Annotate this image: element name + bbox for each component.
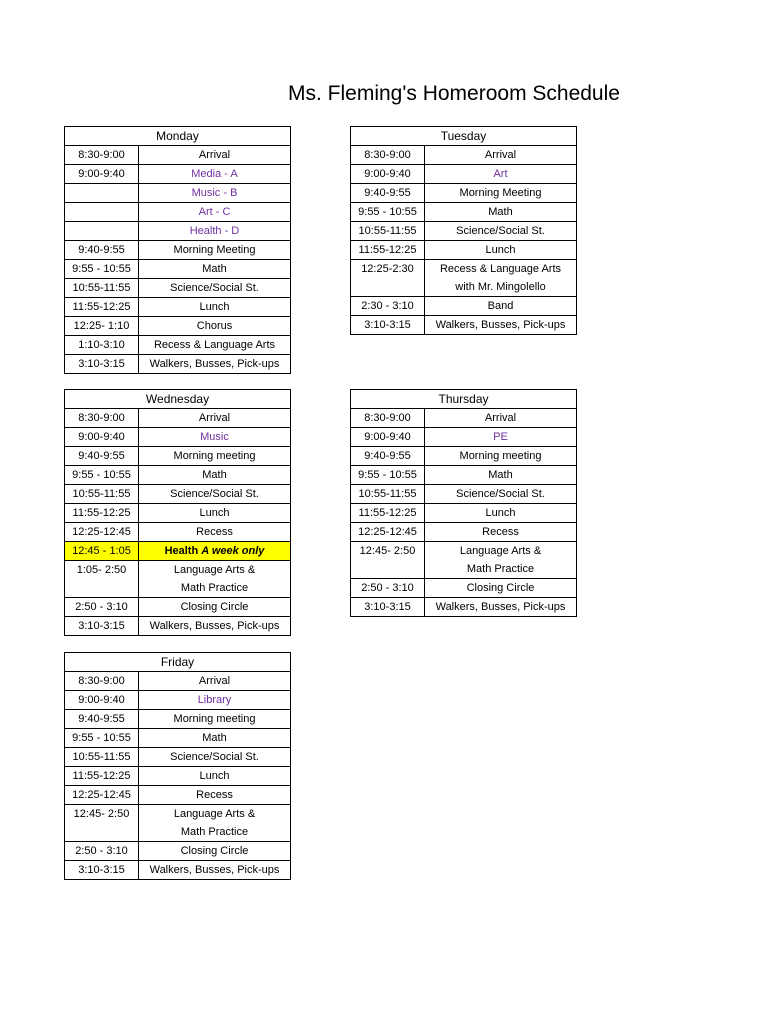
activity-label: Math (488, 206, 513, 218)
time-cell: 9:00-9:40 (65, 165, 139, 184)
activity-label: Science/Social St. (170, 751, 259, 763)
schedule-row (351, 542, 577, 561)
activity-label: Walkers, Busses, Pick-ups (149, 620, 280, 632)
activity-label: Arrival (484, 412, 517, 424)
activity-cell (425, 184, 577, 203)
schedule-row (65, 146, 291, 165)
activity-label: Math Practice (180, 826, 249, 838)
time-cell: 10:55-11:55 (65, 485, 139, 504)
schedule-row (65, 409, 291, 428)
activity-cell (425, 146, 577, 165)
time-cell: 11:55-12:25 (351, 241, 425, 260)
time-cell: 12:25-12:45 (351, 523, 425, 542)
activity-cell (139, 598, 291, 617)
schedule-row (65, 861, 291, 880)
activity-cell (139, 617, 291, 636)
schedule-row (65, 767, 291, 786)
activity-cell (425, 542, 577, 561)
time-cell: 9:00-9:40 (351, 165, 425, 184)
activity-cell (139, 241, 291, 260)
time-cell (351, 278, 425, 297)
schedule-row (65, 523, 291, 542)
time-cell: 10:55-11:55 (351, 485, 425, 504)
activity-cell (425, 504, 577, 523)
activity-label: Walkers, Busses, Pick-ups (149, 358, 280, 370)
activity-label: Science/Social St. (456, 225, 545, 237)
time-cell: 9:40-9:55 (65, 710, 139, 729)
time-cell: 9:55 - 10:55 (351, 203, 425, 222)
time-cell: 11:55-12:25 (65, 504, 139, 523)
activity-cell (425, 260, 577, 279)
schedule-row (65, 222, 291, 241)
activity-cell (139, 203, 291, 222)
friday-schedule-table (64, 652, 291, 880)
activity-cell (139, 146, 291, 165)
schedule-row (65, 786, 291, 805)
time-cell: 8:30-9:00 (65, 672, 139, 691)
activity-cell (139, 409, 291, 428)
schedule-row (65, 729, 291, 748)
activity-cell (425, 579, 577, 598)
activity-cell (139, 355, 291, 374)
schedule-row (65, 485, 291, 504)
day-header: Wednesday (65, 390, 291, 409)
activity-label: Arrival (198, 149, 231, 161)
schedule-row (65, 355, 291, 374)
activity-cell (139, 767, 291, 786)
time-cell: 2:50 - 3:10 (65, 842, 139, 861)
activity-label: Math (488, 469, 513, 481)
activity-cell (139, 523, 291, 542)
activity-label: Band (487, 300, 514, 312)
activity-label: Closing Circle (466, 582, 535, 594)
activity-cell (139, 579, 291, 598)
activity-cell (139, 447, 291, 466)
time-cell: 9:00-9:40 (65, 428, 139, 447)
schedule-row (65, 279, 291, 298)
time-cell: 2:30 - 3:10 (351, 297, 425, 316)
schedule-row (65, 598, 291, 617)
time-cell (65, 203, 139, 222)
activity-label: Science/Social St. (170, 282, 259, 294)
activity-label: Art - C (198, 206, 231, 218)
activity-cell (425, 297, 577, 316)
schedule-row (65, 447, 291, 466)
activity-label: Recess & Language Arts (153, 339, 276, 351)
schedule-row (65, 617, 291, 636)
schedule-row (65, 298, 291, 317)
activity-label: Recess & Language Arts (439, 263, 562, 275)
time-cell: 10:55-11:55 (65, 748, 139, 767)
activity-cell (139, 748, 291, 767)
activity-cell (425, 598, 577, 617)
activity-label: Recess (196, 526, 233, 538)
activity-label: Arrival (198, 412, 231, 424)
time-cell: 8:30-9:00 (351, 409, 425, 428)
activity-label: Morning meeting (173, 713, 256, 725)
schedule-row (65, 504, 291, 523)
time-cell: 9:40-9:55 (65, 447, 139, 466)
activity-label: Walkers, Busses, Pick-ups (435, 319, 566, 331)
activity-label: Health (164, 545, 199, 557)
time-cell (65, 823, 139, 842)
activity-cell (425, 316, 577, 335)
activity-label: Math Practice (180, 582, 249, 594)
activity-cell (425, 466, 577, 485)
activity-label: Music - B (191, 187, 238, 199)
activity-label: Math Practice (466, 563, 535, 575)
activity-label: Morning meeting (173, 450, 256, 462)
day-header: Friday (65, 653, 291, 672)
time-cell: 2:50 - 3:10 (351, 579, 425, 598)
time-cell: 11:55-12:25 (65, 767, 139, 786)
monday-schedule-table (64, 126, 291, 374)
schedule-row (351, 560, 577, 579)
time-cell: 3:10-3:15 (351, 598, 425, 617)
day-header: Thursday (351, 390, 577, 409)
time-cell: 1:05- 2:50 (65, 561, 139, 580)
activity-cell (425, 278, 577, 297)
activity-cell (139, 786, 291, 805)
activity-cell (425, 523, 577, 542)
schedule-row (65, 466, 291, 485)
schedule-row (351, 278, 577, 297)
activity-cell (425, 560, 577, 579)
activity-cell (139, 165, 291, 184)
activity-label: Morning Meeting (173, 244, 256, 256)
activity-label: Language Arts & (459, 545, 542, 557)
schedule-row (351, 203, 577, 222)
schedule-row (65, 542, 291, 561)
activity-label: Language Arts & (173, 564, 256, 576)
activity-cell (139, 861, 291, 880)
schedule-row (351, 260, 577, 279)
activity-cell (139, 842, 291, 861)
activity-cell (139, 672, 291, 691)
activity-label: Lunch (199, 770, 230, 782)
schedule-row (65, 672, 291, 691)
time-cell: 8:30-9:00 (65, 146, 139, 165)
schedule-row (351, 241, 577, 260)
schedule-row (351, 428, 577, 447)
schedule-row (351, 146, 577, 165)
time-cell: 9:00-9:40 (351, 428, 425, 447)
time-cell: 9:40-9:55 (65, 241, 139, 260)
activity-label: Lunch (199, 507, 230, 519)
activity-cell (425, 241, 577, 260)
wednesday-schedule-table (64, 389, 291, 636)
time-cell: 9:00-9:40 (65, 691, 139, 710)
schedule-row (351, 165, 577, 184)
activity-label: Recess (482, 526, 519, 538)
time-cell: 12:45- 2:50 (65, 805, 139, 824)
schedule-row (351, 504, 577, 523)
schedule-row (351, 447, 577, 466)
activity-cell (139, 184, 291, 203)
activity-label: Science/Social St. (170, 488, 259, 500)
time-cell (65, 222, 139, 241)
time-cell: 12:25- 1:10 (65, 317, 139, 336)
activity-cell (139, 466, 291, 485)
schedule-row (65, 184, 291, 203)
time-cell: 9:55 - 10:55 (351, 466, 425, 485)
activity-cell (139, 823, 291, 842)
activity-label: with Mr. Mingolello (455, 281, 546, 293)
time-cell: 9:55 - 10:55 (65, 729, 139, 748)
time-cell: 3:10-3:15 (351, 316, 425, 335)
activity-label: Recess (196, 789, 233, 801)
schedule-row (65, 823, 291, 842)
time-cell: 3:10-3:15 (65, 355, 139, 374)
time-cell: 2:50 - 3:10 (65, 598, 139, 617)
schedule-row (65, 561, 291, 580)
time-cell: 9:40-9:55 (351, 184, 425, 203)
schedule-row (65, 710, 291, 729)
activity-label: Library (197, 694, 232, 706)
schedule-row (65, 428, 291, 447)
activity-note: A week only (201, 545, 265, 557)
activity-label: Media - A (191, 168, 238, 180)
activity-cell (425, 203, 577, 222)
activity-cell (425, 428, 577, 447)
activity-cell (139, 504, 291, 523)
time-cell: 10:55-11:55 (65, 279, 139, 298)
schedule-row (65, 165, 291, 184)
activity-cell (139, 729, 291, 748)
activity-label: Morning Meeting (459, 187, 542, 199)
activity-cell (139, 298, 291, 317)
schedule-row (65, 748, 291, 767)
activity-label: Science/Social St. (456, 488, 545, 500)
schedule-row (351, 598, 577, 617)
tuesday-schedule-table (350, 126, 577, 335)
time-cell: 12:25-12:45 (65, 523, 139, 542)
time-cell: 8:30-9:00 (351, 146, 425, 165)
schedule-row (65, 241, 291, 260)
schedule-row (65, 805, 291, 824)
time-cell (65, 579, 139, 598)
activity-label: Chorus (196, 320, 233, 332)
activity-label: Math (202, 469, 227, 481)
time-cell: 11:55-12:25 (65, 298, 139, 317)
activity-cell (425, 409, 577, 428)
activity-label: Language Arts & (173, 808, 256, 820)
time-cell: 3:10-3:15 (65, 617, 139, 636)
schedule-row (351, 222, 577, 241)
activity-label: Music (200, 431, 229, 443)
activity-cell (139, 317, 291, 336)
schedule-row (351, 485, 577, 504)
time-cell: 11:55-12:25 (351, 504, 425, 523)
activity-label: PE (493, 431, 508, 443)
schedule-row (65, 317, 291, 336)
day-header: Tuesday (351, 127, 577, 146)
schedule-row (351, 409, 577, 428)
schedule-row (65, 842, 291, 861)
activity-label: Lunch (199, 301, 230, 313)
time-cell: 9:55 - 10:55 (65, 466, 139, 485)
schedule-row (351, 184, 577, 203)
activity-cell (139, 222, 291, 241)
time-cell: 12:25-2:30 (351, 260, 425, 279)
activity-label: Walkers, Busses, Pick-ups (149, 864, 280, 876)
schedule-row (351, 316, 577, 335)
activity-cell (139, 710, 291, 729)
activity-label: Math (202, 263, 227, 275)
activity-label: Closing Circle (180, 845, 249, 857)
schedule-row (351, 579, 577, 598)
schedule-row (65, 203, 291, 222)
time-cell: 10:55-11:55 (351, 222, 425, 241)
time-cell (351, 560, 425, 579)
time-cell (65, 184, 139, 203)
activity-label: Arrival (484, 149, 517, 161)
activity-cell (139, 279, 291, 298)
activity-cell (139, 805, 291, 824)
time-cell: 3:10-3:15 (65, 861, 139, 880)
schedule-row (65, 691, 291, 710)
activity-cell (425, 485, 577, 504)
activity-cell (139, 561, 291, 580)
time-cell: 12:45 - 1:05 (65, 542, 139, 561)
day-header: Monday (65, 127, 291, 146)
time-cell: 12:25-12:45 (65, 786, 139, 805)
time-cell: 9:40-9:55 (351, 447, 425, 466)
time-cell: 12:45- 2:50 (351, 542, 425, 561)
activity-cell (139, 542, 291, 561)
activity-label: Math (202, 732, 227, 744)
schedule-row (65, 260, 291, 279)
time-cell: 1:10-3:10 (65, 336, 139, 355)
time-cell: 8:30-9:00 (65, 409, 139, 428)
thursday-schedule-table (350, 389, 577, 617)
time-cell: 9:55 - 10:55 (65, 260, 139, 279)
activity-label: Health - D (189, 225, 240, 237)
schedule-row (351, 466, 577, 485)
activity-cell (139, 691, 291, 710)
activity-cell (139, 428, 291, 447)
activity-cell (425, 222, 577, 241)
activity-cell (425, 165, 577, 184)
activity-label: Lunch (485, 507, 516, 519)
activity-label: Morning meeting (459, 450, 542, 462)
activity-label: Art (493, 168, 508, 180)
page-title: Ms. Fleming's Homeroom Schedule (288, 82, 620, 105)
activity-label: Closing Circle (180, 601, 249, 613)
activity-cell (139, 485, 291, 504)
schedule-row (351, 523, 577, 542)
schedule-row (65, 579, 291, 598)
schedule-row (351, 297, 577, 316)
activity-label: Walkers, Busses, Pick-ups (435, 601, 566, 613)
activity-cell (139, 336, 291, 355)
schedule-row (65, 336, 291, 355)
activity-label: Lunch (485, 244, 516, 256)
activity-cell (139, 260, 291, 279)
activity-cell (425, 447, 577, 466)
activity-label: Arrival (198, 675, 231, 687)
